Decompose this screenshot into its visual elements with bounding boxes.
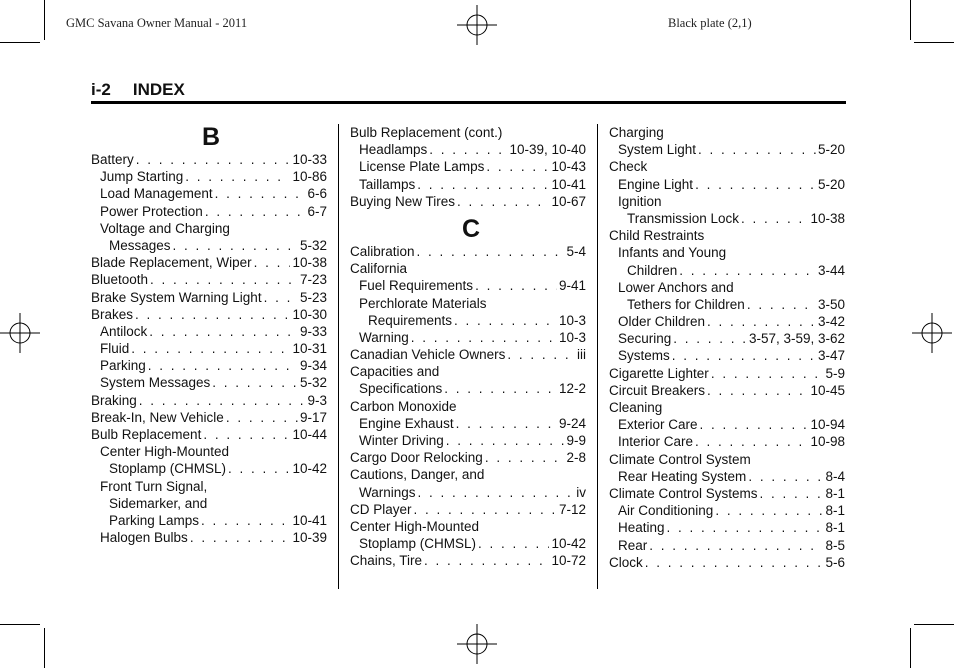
page-reference: 10-86	[292, 169, 327, 185]
section-letter-c: C	[462, 214, 481, 243]
index-term: Lower Anchors and	[618, 279, 734, 295]
index-term: Systems	[618, 348, 670, 364]
index-term: Heating	[618, 520, 665, 536]
page-reference: 10-38	[810, 210, 845, 226]
crop-mark	[44, 0, 45, 40]
index-term: Break-In, New Vehicle	[91, 409, 224, 425]
index-entry	[609, 227, 845, 244]
leader-dots	[478, 535, 549, 552]
index-entry	[91, 426, 327, 443]
index-term: Climate Control Systems	[609, 485, 758, 501]
index-term: Messages	[109, 237, 171, 253]
leader-dots	[673, 330, 747, 347]
index-entry	[609, 554, 845, 571]
page-reference: 5-9	[825, 365, 845, 381]
leader-dots	[698, 141, 816, 158]
index-term: Blade Replacement, Wiper	[91, 255, 252, 271]
index-entry	[609, 176, 845, 193]
index-entry	[91, 237, 327, 254]
index-term: Canadian Vehicle Owners	[350, 347, 506, 363]
index-term: Calibration	[350, 243, 415, 259]
index-term: Securing	[618, 331, 672, 347]
page-reference: 7-23	[299, 272, 327, 288]
index-term: Center High-Mounted	[350, 518, 480, 534]
leader-dots	[417, 243, 565, 260]
leader-dots	[456, 415, 557, 432]
registration-mark-icon	[457, 624, 497, 664]
index-entry	[609, 468, 845, 485]
index-entry	[91, 392, 327, 409]
index-term: System Messages	[100, 375, 211, 391]
page-reference: 10-67	[551, 193, 586, 209]
page-reference: 10-31	[292, 341, 327, 357]
page-reference: 10-41	[292, 512, 327, 528]
leader-dots	[475, 277, 557, 294]
crop-mark	[914, 42, 954, 43]
index-entry	[350, 398, 586, 415]
index-entry	[350, 346, 586, 363]
index-term: Power Protection	[100, 203, 203, 219]
index-term: Chains, Tire	[350, 553, 423, 569]
index-entry	[91, 203, 327, 220]
section-title: INDEX	[132, 80, 185, 99]
index-entry	[609, 416, 845, 433]
index-term: System Light	[618, 142, 697, 158]
leader-dots	[203, 426, 290, 443]
document-header-title: GMC Savana Owner Manual - 2011	[66, 16, 248, 30]
page-reference: iii	[577, 347, 586, 363]
index-entry	[609, 451, 845, 468]
page-reference: 8-1	[825, 485, 845, 501]
leader-dots	[411, 329, 557, 346]
plate-label: Black plate (2,1)	[668, 16, 752, 30]
index-entry	[609, 365, 845, 382]
page-reference: 10-43	[551, 159, 586, 175]
index-entry	[350, 449, 586, 466]
leader-dots	[485, 449, 565, 466]
index-entry	[609, 399, 845, 416]
page-reference: 8-1	[825, 520, 845, 536]
index-entry	[350, 380, 586, 397]
leader-dots	[148, 357, 298, 374]
index-term: Circuit Breakers	[609, 382, 706, 398]
registration-mark-icon	[0, 313, 40, 353]
index-entry	[609, 210, 845, 227]
index-term: Stoplamp (CHMSL)	[109, 461, 227, 477]
index-entry	[609, 537, 845, 554]
index-term: Load Management	[100, 186, 213, 202]
index-entry	[91, 478, 327, 495]
page-title	[91, 80, 185, 100]
leader-dots	[190, 529, 291, 546]
page-reference: 9-3	[307, 392, 327, 408]
index-term: Cleaning	[609, 400, 663, 415]
index-entry	[91, 254, 327, 271]
index-term: Braking	[91, 392, 137, 408]
index-entry	[350, 176, 586, 193]
leader-dots	[201, 512, 290, 529]
index-entry	[91, 323, 327, 340]
index-term: California	[350, 261, 408, 277]
leader-dots	[695, 433, 808, 450]
leader-dots	[707, 313, 816, 330]
index-entry	[609, 502, 845, 519]
page-reference: 5-20	[817, 142, 845, 158]
index-term: Sidemarker, and	[109, 495, 208, 511]
index-entry	[350, 243, 586, 260]
index-term: License Plate Lamps	[359, 159, 485, 175]
leader-dots	[414, 501, 557, 518]
index-term: Carbon Monoxide	[350, 398, 457, 414]
index-term: Fuel Requirements	[359, 278, 474, 294]
index-entry	[91, 529, 327, 546]
title-rule	[91, 101, 846, 104]
page-reference: 5-32	[299, 375, 327, 391]
leader-dots	[226, 409, 298, 426]
index-entry	[350, 329, 586, 346]
leader-dots	[667, 519, 824, 536]
index-term: Tethers for Children	[627, 296, 745, 312]
index-term: CD Player	[350, 501, 412, 517]
page-reference: 10-42	[292, 461, 327, 477]
index-term: Cigarette Lighter	[609, 365, 709, 381]
page-reference: 3-50	[817, 296, 845, 312]
index-entry	[91, 220, 327, 237]
leader-dots	[707, 382, 808, 399]
leader-dots	[131, 340, 290, 357]
index-entry	[91, 374, 327, 391]
index-term: Clock	[609, 554, 643, 570]
index-entry	[91, 512, 327, 529]
index-entry	[91, 151, 327, 168]
index-column-2	[350, 124, 586, 570]
leader-dots	[185, 168, 290, 185]
index-entry	[350, 295, 586, 312]
index-entry	[91, 271, 327, 288]
page-reference: 10-3	[558, 329, 586, 345]
index-entry	[91, 168, 327, 185]
index-entry	[609, 330, 845, 347]
index-entry	[609, 244, 845, 261]
index-entry	[350, 277, 586, 294]
page-reference: 9-34	[299, 358, 327, 374]
index-term: Bulb Replacement	[91, 427, 202, 442]
leader-dots	[254, 254, 291, 271]
index-term: Cargo Door Relocking	[350, 450, 483, 466]
index-term: Jump Starting	[100, 169, 184, 185]
leader-dots	[417, 176, 549, 193]
index-term: Capacities and	[350, 364, 440, 380]
leader-dots	[700, 416, 809, 433]
page-reference: 5-23	[299, 289, 327, 305]
leader-dots	[212, 374, 298, 391]
index-entry	[91, 357, 327, 374]
index-term: Front Turn Signal,	[100, 478, 208, 494]
page-reference: 7-12	[558, 501, 586, 517]
index-term: Bluetooth	[91, 272, 149, 288]
page-reference: 8-5	[825, 537, 845, 553]
index-entry	[91, 306, 327, 323]
index-entry	[609, 485, 845, 502]
leader-dots	[136, 151, 291, 168]
index-entry	[350, 260, 586, 277]
index-entry	[609, 382, 845, 399]
page-reference: 3-57, 3-59, 3-62	[748, 331, 845, 347]
index-term: Voltage and Charging	[100, 220, 230, 236]
leader-dots	[135, 306, 290, 323]
index-term: Center High-Mounted	[100, 444, 230, 460]
index-entry	[350, 535, 586, 552]
leader-dots	[424, 552, 549, 569]
index-entry	[350, 432, 586, 449]
index-term: Rear	[618, 537, 648, 553]
index-term: Children	[627, 262, 678, 278]
index-term: Antilock	[100, 323, 148, 339]
index-term: Warning	[359, 329, 409, 345]
page-reference: 10-45	[810, 382, 845, 398]
page-number: i-2	[91, 80, 111, 99]
index-entry	[609, 519, 845, 536]
index-entry	[91, 443, 327, 460]
index-term: Ignition	[618, 193, 662, 209]
index-entry	[91, 340, 327, 357]
index-term: Child Restraints	[609, 228, 705, 244]
index-entry	[609, 262, 845, 279]
index-term: Climate Control System	[609, 451, 751, 467]
index-term: Engine Exhaust	[359, 415, 454, 431]
index-term: Fluid	[100, 341, 130, 357]
index-term: Specifications	[359, 381, 443, 397]
crop-mark	[0, 42, 40, 43]
page-reference: 10-41	[551, 176, 586, 192]
leader-dots	[741, 210, 808, 227]
index-term: Taillamps	[359, 176, 416, 192]
leader-dots	[507, 346, 575, 363]
page-reference: 10-98	[810, 434, 845, 450]
index-entry	[91, 409, 327, 426]
page-reference: 10-42	[551, 536, 586, 552]
page-reference: iv	[576, 484, 586, 500]
page-reference: 10-30	[292, 306, 327, 322]
index-entry	[350, 158, 586, 175]
crop-mark	[910, 628, 911, 668]
index-term: Buying New Tires	[350, 193, 456, 209]
leader-dots	[672, 347, 816, 364]
index-entry	[609, 158, 845, 175]
index-term: Perchlorate Materials	[359, 295, 487, 311]
crop-mark	[0, 624, 40, 625]
page-reference: 9-9	[566, 433, 586, 448]
index-term: Exterior Care	[618, 417, 698, 433]
index-entry	[350, 466, 586, 483]
index-entry	[609, 433, 845, 450]
index-term: Requirements	[368, 312, 453, 328]
page-reference: 10-39, 10-40	[509, 142, 586, 158]
index-entry	[609, 347, 845, 364]
index-column-1	[91, 124, 327, 546]
index-term: Older Children	[618, 314, 706, 330]
page-reference: 10-3	[558, 312, 586, 328]
page-reference: 5-20	[817, 176, 845, 192]
index-term: Brakes	[91, 306, 134, 322]
crop-mark	[910, 0, 911, 40]
index-entry	[350, 501, 586, 518]
index-term: Charging	[609, 125, 664, 140]
page-reference: 3-44	[817, 262, 845, 278]
leader-dots	[454, 312, 557, 329]
leader-dots	[679, 262, 816, 279]
index-entry	[609, 141, 845, 158]
leader-dots	[150, 271, 298, 288]
page-reference: 10-38	[292, 255, 327, 271]
leader-dots	[446, 432, 565, 449]
registration-mark-icon	[912, 313, 952, 353]
index-term: Bulb Replacement (cont.)	[350, 125, 503, 140]
leader-dots	[747, 296, 816, 313]
index-term: Warnings	[359, 484, 416, 500]
index-term: Parking	[100, 358, 146, 374]
page-reference: 8-4	[825, 468, 845, 484]
leader-dots	[429, 141, 507, 158]
index-term: Rear Heating System	[618, 468, 747, 484]
page-reference: 6-7	[307, 203, 327, 219]
index-column-3	[609, 124, 845, 571]
leader-dots	[748, 468, 823, 485]
page-reference: 9-24	[558, 415, 586, 431]
leader-dots	[149, 323, 298, 340]
section-letter-b: B	[202, 123, 221, 151]
page-reference: 5-32	[299, 237, 327, 253]
index-entry	[91, 289, 327, 306]
index-entry	[609, 279, 845, 296]
index-entry	[91, 460, 327, 477]
leader-dots	[649, 537, 823, 554]
leader-dots	[715, 502, 823, 519]
column-divider	[597, 124, 598, 589]
index-term: Battery	[91, 152, 134, 167]
leader-dots	[418, 484, 575, 501]
index-entry	[91, 495, 327, 512]
index-entry	[609, 124, 845, 141]
index-term: Engine Light	[618, 176, 694, 192]
page-reference: 9-17	[299, 409, 327, 425]
page-reference: 10-33	[292, 152, 327, 167]
leader-dots	[711, 365, 824, 382]
crop-mark	[914, 624, 954, 625]
page-reference: 2-8	[566, 450, 586, 466]
index-term: Stoplamp (CHMSL)	[359, 536, 477, 552]
leader-dots	[228, 460, 290, 477]
leader-dots	[139, 392, 306, 409]
index-term: Headlamps	[359, 142, 428, 158]
index-entry	[350, 141, 586, 158]
page-reference: 12-2	[558, 381, 586, 397]
index-term: Cautions, Danger, and	[350, 467, 485, 483]
index-entry	[609, 313, 845, 330]
leader-dots	[215, 185, 306, 202]
page-reference: 3-47	[817, 348, 845, 364]
index-entry	[350, 124, 586, 141]
index-term: Air Conditioning	[618, 503, 714, 519]
page-reference: 10-72	[551, 553, 586, 569]
index-entry	[350, 312, 586, 329]
column-divider	[338, 124, 339, 589]
index-entry	[91, 185, 327, 202]
index-entry	[350, 552, 586, 569]
page-reference: 10-94	[810, 417, 845, 433]
page-reference: 10-44	[292, 427, 327, 442]
page-reference: 5-6	[825, 554, 845, 570]
leader-dots	[444, 380, 557, 397]
page-reference: 9-41	[558, 278, 586, 294]
leader-dots	[205, 203, 306, 220]
leader-dots	[457, 193, 549, 210]
index-entry	[350, 193, 586, 210]
index-term: Interior Care	[618, 434, 694, 450]
leader-dots	[264, 289, 298, 306]
page-reference: 3-42	[817, 314, 845, 330]
index-entry	[350, 518, 586, 535]
index-entry	[350, 363, 586, 380]
leader-dots	[760, 485, 824, 502]
page-reference: 10-39	[292, 530, 327, 546]
index-entry	[350, 484, 586, 501]
index-term: Transmission Lock	[627, 210, 740, 226]
index-term: Winter Driving	[359, 433, 444, 448]
crop-mark	[44, 628, 45, 668]
page-reference: 8-1	[825, 503, 845, 519]
index-term: Parking Lamps	[109, 512, 200, 528]
leader-dots	[645, 554, 824, 571]
leader-dots	[695, 176, 816, 193]
index-term: Infants and Young	[618, 245, 727, 261]
page-reference: 9-33	[299, 323, 327, 339]
index-entry	[609, 193, 845, 210]
index-entry	[609, 296, 845, 313]
index-term: Check	[609, 159, 648, 175]
leader-dots	[486, 158, 549, 175]
registration-mark-icon	[457, 5, 497, 45]
index-term: Halogen Bulbs	[100, 530, 188, 546]
page-reference: 5-4	[566, 243, 586, 259]
page-reference: 6-6	[307, 186, 327, 202]
leader-dots	[173, 237, 298, 254]
index-entry	[350, 415, 586, 432]
index-term: Brake System Warning Light	[91, 289, 262, 305]
